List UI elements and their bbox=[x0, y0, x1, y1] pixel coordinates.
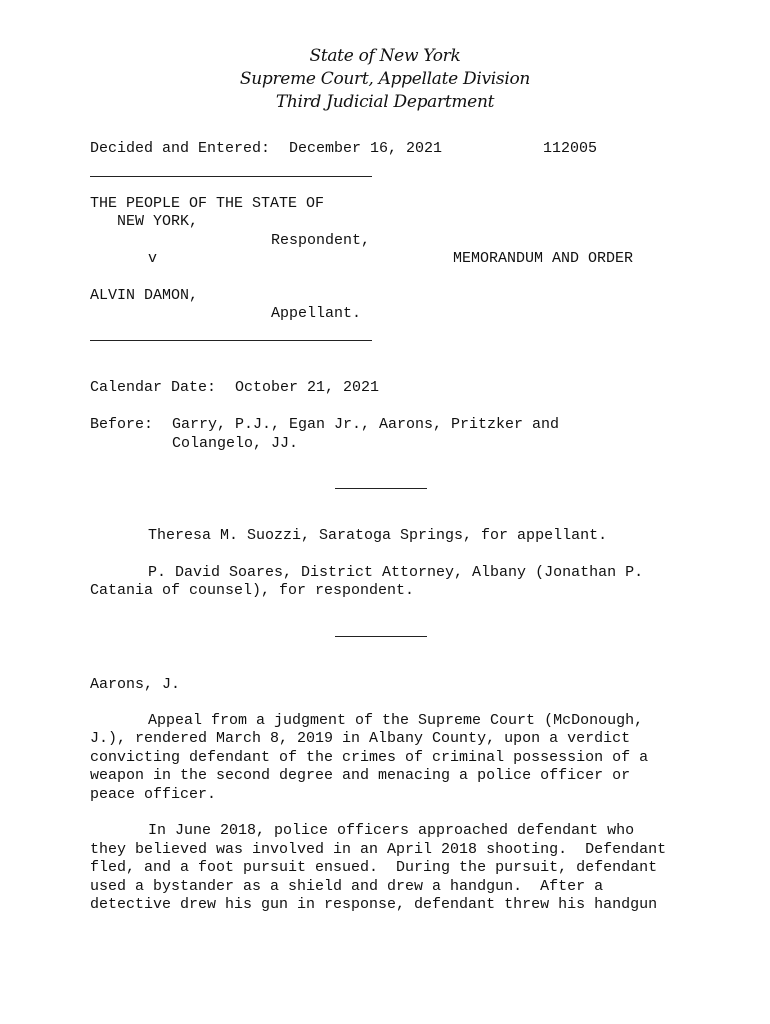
before-judges-line2: Colangelo, JJ. bbox=[172, 435, 299, 452]
decided-label: Decided and Entered: bbox=[90, 140, 271, 157]
para1-line: convicting defendant of the crimes of criminal possession of a bbox=[90, 749, 649, 766]
calendar-date: October 21, 2021 bbox=[235, 379, 380, 396]
para1-line: J.), rendered March 8, 2019 in Albany County, upon a verdict bbox=[90, 730, 631, 747]
party1-line1: THE PEOPLE OF THE STATE OF bbox=[90, 195, 325, 212]
para2-line: used a bystander as a shield and drew a handgun. After a bbox=[90, 878, 604, 895]
opinion-author: Aarons, J. bbox=[90, 676, 181, 693]
court-name-division: Supreme Court, Appellate Division bbox=[239, 69, 531, 89]
caption-top-rule bbox=[90, 176, 372, 177]
section-divider-1 bbox=[335, 488, 427, 489]
court-name-department: Third Judicial Department bbox=[275, 92, 495, 112]
para1-line: peace officer. bbox=[90, 786, 217, 803]
party2-role: Appellant. bbox=[271, 305, 362, 322]
party2-name: ALVIN DAMON, bbox=[90, 287, 199, 304]
para2-line: In June 2018, police officers approached defendant who bbox=[148, 822, 635, 839]
counsel-appellant: Theresa M. Suozzi, Saratoga Springs, for appellant. bbox=[148, 527, 608, 544]
para1-line: weapon in the second degree and menacing a police officer or bbox=[90, 767, 631, 784]
before-label: Before: bbox=[90, 416, 154, 433]
party1-role: Respondent, bbox=[271, 232, 371, 249]
para2-line: fled, and a foot pursuit ensued. During the pursuit, defendant bbox=[90, 859, 658, 876]
counsel-respondent-line2: Catania of counsel), for respondent. bbox=[90, 582, 415, 599]
decided-date: December 16, 2021 bbox=[289, 140, 443, 157]
docket-number: 112005 bbox=[543, 140, 598, 157]
document-type: MEMORANDUM AND ORDER bbox=[453, 250, 634, 267]
para2-line: detective drew his gun in response, defendant threw his handgun bbox=[90, 896, 658, 913]
court-name-state: State of New York bbox=[309, 46, 461, 66]
before-judges-line1: Garry, P.J., Egan Jr., Aarons, Pritzker and bbox=[172, 416, 560, 433]
party1-line2: NEW YORK, bbox=[117, 213, 199, 230]
para1-line: Appeal from a judgment of the Supreme Court (McDonough, bbox=[148, 712, 644, 729]
counsel-respondent-line1: P. David Soares, District Attorney, Albany (Jonathan P. bbox=[148, 564, 644, 581]
caption-bottom-rule bbox=[90, 340, 372, 341]
versus: v bbox=[148, 250, 158, 267]
calendar-label: Calendar Date: bbox=[90, 379, 217, 396]
para2-line: they believed was involved in an April 2018 shooting. Defendant bbox=[90, 841, 667, 858]
section-divider-2 bbox=[335, 636, 427, 637]
